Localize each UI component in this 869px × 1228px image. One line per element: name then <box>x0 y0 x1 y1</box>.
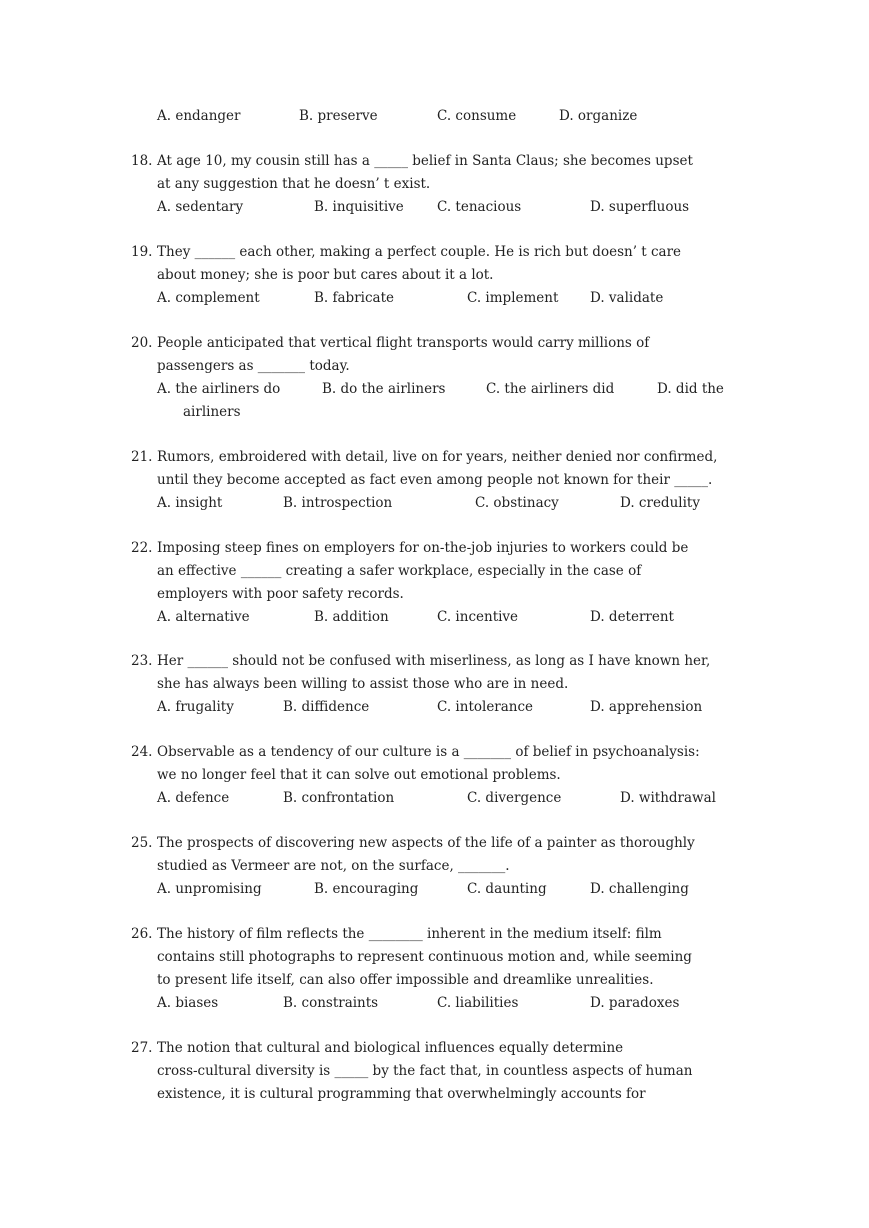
option-c: C. tenacious <box>437 199 522 215</box>
question-line: People anticipated that vertical flight transports would carry millions of <box>157 335 650 351</box>
options-row <box>157 105 737 128</box>
option-b: B. preserve <box>299 108 378 124</box>
option-c: C. obstinacy <box>475 495 559 511</box>
option-c: C. the airliners did <box>486 381 615 397</box>
option-b: B. introspection <box>283 495 393 511</box>
option-d-continued: airliners <box>183 404 241 420</box>
option-d: D. withdrawal <box>620 790 716 806</box>
option-c: C. liabilities <box>437 995 519 1011</box>
option-a: A. endanger <box>157 108 241 124</box>
option-b: B. addition <box>314 609 389 625</box>
question-27 <box>131 1037 737 1106</box>
options-row <box>157 378 737 401</box>
option-a: A. defence <box>157 790 230 806</box>
option-c: C. daunting <box>467 881 547 897</box>
option-d: D. credulity <box>620 495 700 511</box>
question-number: 25. <box>131 835 153 851</box>
option-c: C. intolerance <box>437 699 534 715</box>
options-row <box>157 787 737 810</box>
question-line: to present life itself, can also offer impossible and dreamlike unrealities. <box>157 972 654 988</box>
question-line: The history of film reflects the ________ inherent in the medium itself: film <box>157 926 662 942</box>
question-21 <box>131 446 737 515</box>
question-number: 26. <box>131 926 153 942</box>
question-19 <box>131 241 737 310</box>
question-line: Her ______ should not be confused with miserliness, as long as I have known her, <box>157 653 711 669</box>
option-a: A. complement <box>157 290 260 306</box>
option-b: B. diffidence <box>283 699 370 715</box>
option-b: B. constraints <box>283 995 379 1011</box>
options-row <box>157 992 737 1015</box>
options-row <box>157 196 737 219</box>
question-line: Observable as a tendency of our culture is a _______ of belief in psychoanalysis: <box>157 744 700 760</box>
option-d: D. superfluous <box>590 199 690 215</box>
question-line: existence, it is cultural programming that overwhelmingly accounts for <box>157 1086 646 1102</box>
question-line: employers with poor safety records. <box>157 586 404 602</box>
option-d: D. paradoxes <box>590 995 680 1011</box>
question-number: 19. <box>131 244 153 260</box>
option-d: D. apprehension <box>590 699 703 715</box>
question-line: contains still photographs to represent continuous motion and, while seeming <box>157 949 692 965</box>
option-a: A. unpromising <box>157 881 262 897</box>
option-b: B. do the airliners <box>322 381 446 397</box>
question-18 <box>131 150 737 219</box>
question-line: Rumors, embroidered with detail, live on for years, neither denied nor confirmed, <box>157 449 718 465</box>
option-a: A. sedentary <box>157 199 244 215</box>
option-c: C. divergence <box>467 790 562 806</box>
question-number: 18. <box>131 153 153 169</box>
question-number: 27. <box>131 1040 153 1056</box>
option-d: D. organize <box>559 108 638 124</box>
question-20 <box>131 332 737 424</box>
question-line: about money; she is poor but cares about it a lot. <box>157 267 494 283</box>
option-a: A. biases <box>157 995 219 1011</box>
question-line: At age 10, my cousin still has a _____ belief in Santa Claus; she becomes upset <box>157 153 693 169</box>
question-number: 20. <box>131 335 153 351</box>
options-row <box>157 696 737 719</box>
question-24 <box>131 741 737 810</box>
question-line: we no longer feel that it can solve out emotional problems. <box>157 767 561 783</box>
question-line: an effective ______ creating a safer workplace, especially in the case of <box>157 563 642 579</box>
question-25 <box>131 832 737 901</box>
question-line: They ______ each other, making a perfect couple. He is rich but doesn’ t care <box>157 244 682 260</box>
question-number: 22. <box>131 540 153 556</box>
option-b: B. confrontation <box>283 790 395 806</box>
question-line: The notion that cultural and biological influences equally determine <box>157 1040 624 1056</box>
question-line: Imposing steep fines on employers for on-the-job injuries to workers could be <box>157 540 689 556</box>
question-line: studied as Vermeer are not, on the surface, _______. <box>157 858 510 874</box>
question-line: until they become accepted as fact even among people not known for their _____. <box>157 472 713 488</box>
option-c: C. implement <box>467 290 559 306</box>
question-line: passengers as _______ today. <box>157 358 350 374</box>
options-row <box>157 606 737 629</box>
option-c: C. incentive <box>437 609 519 625</box>
option-a: A. the airliners do <box>157 381 281 397</box>
question-number: 24. <box>131 744 153 760</box>
option-d: D. challenging <box>590 881 689 897</box>
question-23 <box>131 650 737 719</box>
question-number: 23. <box>131 653 153 669</box>
options-row <box>157 287 737 310</box>
option-a: A. frugality <box>157 699 234 715</box>
question-line: The prospects of discovering new aspects of the life of a painter as thoroughly <box>157 835 695 851</box>
option-b: B. inquisitive <box>314 199 404 215</box>
option-d: D. validate <box>590 290 664 306</box>
question-line: cross-cultural diversity is _____ by the fact that, in countless aspects of human <box>157 1063 693 1079</box>
question-22 <box>131 537 737 629</box>
question-26 <box>131 923 737 1015</box>
option-a: A. alternative <box>157 609 250 625</box>
question-line: she has always been willing to assist those who are in need. <box>157 676 569 692</box>
question-number: 21. <box>131 449 153 465</box>
option-d: D. did the <box>657 381 724 397</box>
options-row <box>157 492 737 515</box>
option-a: A. insight <box>157 495 223 511</box>
option-b: B. encouraging <box>314 881 419 897</box>
question-17-options <box>131 105 737 128</box>
option-d: D. deterrent <box>590 609 674 625</box>
options-row <box>157 878 737 901</box>
option-c: C. consume <box>437 108 517 124</box>
question-line: at any suggestion that he doesn’ t exist. <box>157 176 431 192</box>
option-b: B. fabricate <box>314 290 394 306</box>
